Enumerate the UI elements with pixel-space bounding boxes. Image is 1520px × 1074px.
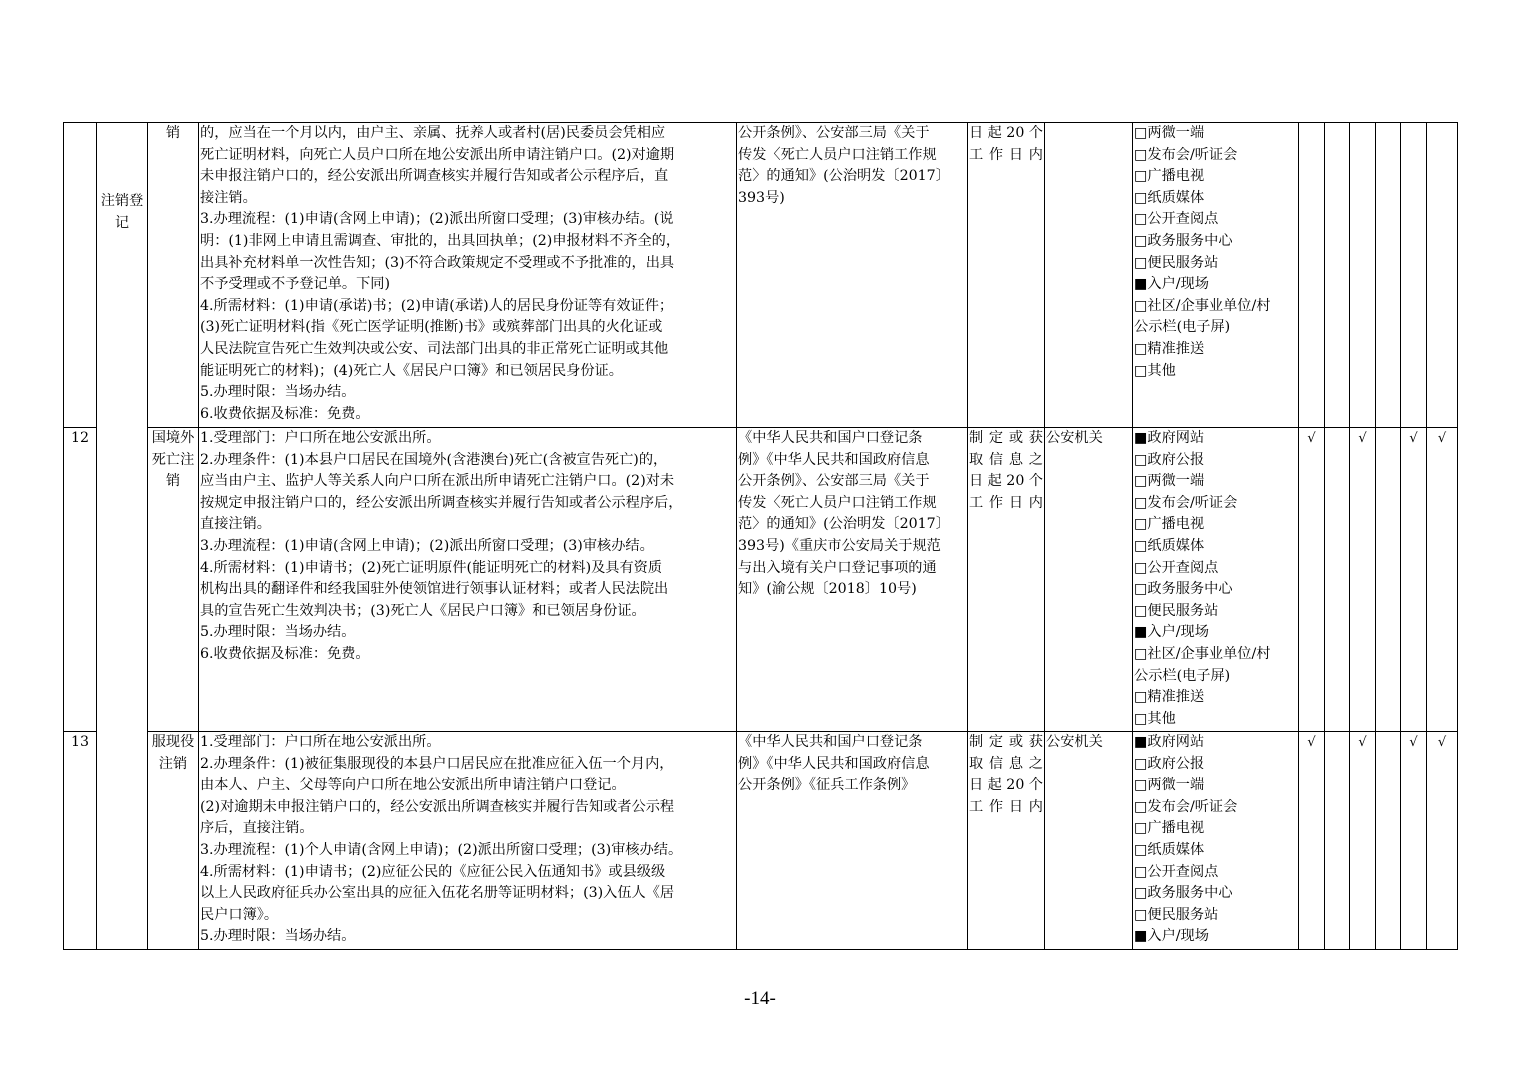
channel-line: □广播电视 (1134, 820, 1205, 837)
content-line: 死亡证明材料，向死亡人员户口所在地公安派出所申请注销户口。(2)对逾期 (200, 146, 675, 163)
content-line: 1.受理部门：户口所在地公安派出所。 (200, 430, 441, 446)
content-line: 不予受理或不予登记单。下同) (200, 276, 390, 293)
content-line: 4.所需材料：(1)申请书；(2)死亡证明原件(能证明死亡的材料)及具有资质 (200, 559, 663, 576)
content-line: 应当由户主、监护人等关系人向户口所在派出所申请死亡注销户口。(2)对未 (200, 473, 675, 490)
content-line: 具的宣告死亡生效判决书；(3)死亡人《居民户口簿》和已领居身份证。 (200, 602, 646, 619)
content-line: 1.受理部门：户口所在地公安派出所。 (200, 734, 441, 750)
channel-line: □发布会/听证会 (1134, 494, 1238, 511)
time-limit-line: 制定或获 (969, 734, 1043, 750)
basis-line: 公开条例》《征兵工作条例》 (738, 777, 916, 794)
channel-line: □政务服务中心 (1134, 232, 1233, 249)
channel-line: □两微一端 (1134, 473, 1205, 490)
time-limit-line: 工作日内 (969, 146, 1043, 163)
channel-line: □广播电视 (1134, 516, 1205, 533)
content-line: 6.收费依据及标准：免费。 (200, 405, 370, 422)
basis-line: 公开条例》、公安部三局《关于 (738, 473, 930, 490)
channel-line: ■政府网站 (1134, 734, 1205, 750)
content-line: 未申报注销户口的，经公安派出所调查核实并履行告知或者公示程序后，直 (200, 168, 669, 185)
check-mark-cell: √ (1299, 732, 1325, 950)
channels-cell (1133, 123, 1299, 428)
check-mark-cell: √ (1427, 732, 1458, 950)
content-line: 2.办理条件：(1)本县户口居民在国境外(含港澳台)死亡(含被宣告死亡)的， (200, 451, 668, 468)
basis-line: 范〉的通知》(公治明发〔2017〕 (738, 168, 950, 185)
channel-line: ■入户/现场 (1134, 928, 1209, 945)
subject-cell (1045, 123, 1133, 428)
channel-line: □精准推送 (1134, 340, 1205, 357)
content-line: 4.所需材料：(1)申请书；(2)应征公民的《应征公民入伍通知书》或县级级 (200, 863, 666, 880)
channels-cell (1133, 428, 1299, 732)
item-number-cell: 12 (64, 428, 97, 732)
content-line: 4.所需材料：(1)申请(承诺)书；(2)申请(承诺)人的居民身份证等有效证件； (200, 297, 674, 314)
item-name-cell: 销 (148, 123, 199, 428)
page-number: -14- (744, 988, 776, 1009)
channel-line: 公示栏(电子屏) (1134, 319, 1231, 336)
check-mark-cell: √ (1427, 428, 1458, 732)
time-limit-line: 日起20个 (969, 125, 1043, 141)
content-line: 出具补充材料单一次性告知；(3)不符合政策规定不受理或不予批准的，出具 (200, 254, 675, 271)
content-line: (3)死亡证明材料(指《死亡医学证明(推断)书》或殡葬部门出具的火化证或 (200, 319, 663, 336)
basis-line: 传发〈死亡人员户口注销工作规 (738, 146, 937, 163)
time-limit-line: 制定或获 (969, 430, 1043, 446)
check-mark-cell: √ (1299, 428, 1325, 732)
content-line: 民户口簿》。 (200, 906, 279, 923)
check-mark-cell: √ (1350, 428, 1376, 732)
channel-line: □公开查阅点 (1134, 559, 1219, 576)
time-limit-line: 取信息之 (969, 755, 1043, 772)
content-line: 5.办理时限：当场办结。 (200, 624, 356, 641)
item-number-cell (64, 123, 97, 428)
content-line: 5.办理时限：当场办结。 (200, 928, 356, 945)
channel-line: □两微一端 (1134, 777, 1205, 794)
table-row (64, 428, 1458, 732)
channel-line: ■入户/现场 (1134, 624, 1209, 641)
basis-line: 范〉的通知》(公治明发〔2017〕 (738, 516, 950, 533)
content-line: 按规定申报注销户口的，经公安派出所调查核实并履行告知或者公示程序后， (200, 494, 683, 511)
time-limit-line: 日起20个 (969, 777, 1043, 794)
basis-line: 与出入境有关户口登记事项的通 (738, 559, 937, 576)
check-mark-cell (1325, 123, 1350, 428)
content-line: 5.办理时限：当场办结。 (200, 384, 356, 401)
public-affairs-table (63, 122, 1458, 950)
time-limit-cell (968, 732, 1045, 950)
subject-cell: 公安机关 (1045, 428, 1133, 732)
content-line: 3.办理流程：(1)申请(含网上申请)；(2)派出所窗口受理；(3)审核办结。(说 (200, 211, 674, 228)
item-number-cell: 13 (64, 732, 97, 950)
basis-line: 传发〈死亡人员户口注销工作规 (738, 494, 937, 511)
channel-line: □纸质媒体 (1134, 537, 1205, 554)
channel-line: □政府公报 (1134, 755, 1205, 772)
content-line: 直接注销。 (200, 516, 271, 533)
content-line: 3.办理流程：(1)申请(含网上申请)；(2)派出所窗口受理；(3)审核办结。 (200, 537, 654, 554)
table-row (64, 123, 1458, 428)
basis-line: 例》《中华人民共和国政府信息 (738, 451, 930, 468)
channel-line: □发布会/听证会 (1134, 798, 1238, 815)
channels-cell (1133, 732, 1299, 950)
basis-cell (737, 123, 968, 428)
category-cell (97, 732, 148, 950)
content-line: 6.收费依据及标准：免费。 (200, 645, 370, 662)
check-mark-cell (1376, 428, 1401, 732)
channel-line: □其他 (1134, 362, 1176, 379)
channel-line: □便民服务站 (1134, 602, 1219, 619)
check-mark-cell: √ (1401, 732, 1427, 950)
content-line: 明：(1)非网上申请且需调查、审批的，出具回执单；(2)申报材料不齐全的， (200, 232, 681, 249)
time-limit-line: 工作日内 (969, 494, 1043, 511)
item-name-cell: 服现役注销 (148, 732, 199, 950)
channel-line: □公开查阅点 (1134, 863, 1219, 880)
basis-line: 393号)《重庆市公安局关于规范 (738, 537, 941, 554)
basis-line: 公开条例》、公安部三局《关于 (738, 125, 930, 141)
check-mark-cell (1350, 123, 1376, 428)
time-limit-cell (968, 428, 1045, 732)
channel-line: 公示栏(电子屏) (1134, 667, 1231, 684)
channel-line: □纸质媒体 (1134, 189, 1205, 206)
item-name-cell: 国境外死亡注销 (148, 428, 199, 732)
category-cell (97, 428, 148, 732)
content-line: 接注销。 (200, 189, 257, 206)
channel-line: ■入户/现场 (1134, 276, 1209, 293)
basis-line: 例》《中华人民共和国政府信息 (738, 755, 930, 772)
check-mark-cell (1376, 732, 1401, 950)
time-limit-line: 日起20个 (969, 473, 1043, 490)
check-mark-cell (1325, 428, 1350, 732)
channel-line: □公开查阅点 (1134, 211, 1219, 228)
category-cell: 注销登记 (97, 123, 148, 428)
table-row (64, 732, 1458, 950)
content-line: 以上人民政府征兵办公室出具的应征入伍花名册等证明材料；(3)入伍人《居 (200, 885, 675, 902)
channel-line: □政府公报 (1134, 451, 1205, 468)
content-cell (199, 123, 737, 428)
content-line: 的，应当在一个月以内，由户主、亲属、抚养人或者村(居)民委员会凭相应 (200, 125, 666, 141)
channel-line: ■政府网站 (1134, 430, 1205, 446)
check-mark-cell (1376, 123, 1401, 428)
content-line: (2)对逾期未申报注销户口的，经公安派出所调查核实并履行告知或者公示程 (200, 798, 675, 815)
time-limit-line: 工作日内 (969, 798, 1043, 815)
channel-line: □纸质媒体 (1134, 841, 1205, 858)
time-limit-line: 取信息之 (969, 451, 1043, 468)
basis-line: 知》(渝公规〔2018〕10号) (738, 581, 917, 598)
basis-line: 《中华人民共和国户口登记条 (738, 430, 923, 446)
channel-line: □其他 (1134, 710, 1176, 727)
check-mark-cell (1427, 123, 1458, 428)
check-mark-cell: √ (1401, 428, 1427, 732)
content-line: 2.办理条件：(1)被征集服现役的本县户口居民应在批准应征入伍一个月内， (200, 755, 674, 772)
basis-line: 393号) (738, 189, 785, 206)
channel-line: □便民服务站 (1134, 254, 1219, 271)
content-line: 由本人、户主、父母等向户口所在地公安派出所申请注销户口登记。 (200, 777, 626, 794)
content-line: 能证明死亡的材料)；(4)死亡人《居民户口簿》和已领居民身份证。 (200, 362, 623, 379)
content-line: 机构出具的翻译件和经我国驻外使领馆进行领事认证材料；或者人民法院出 (200, 581, 669, 598)
content-line: 序后，直接注销。 (200, 820, 314, 837)
channel-line: □发布会/听证会 (1134, 146, 1238, 163)
content-line: 人民法院宣告死亡生效判决或公安、司法部门出具的非正常死亡证明或其他 (200, 340, 669, 357)
basis-cell (737, 428, 968, 732)
channel-line: □两微一端 (1134, 125, 1205, 141)
basis-cell (737, 732, 968, 950)
time-limit-cell (968, 123, 1045, 428)
check-mark-cell: √ (1350, 732, 1376, 950)
content-cell (199, 428, 737, 732)
channel-line: □社区/企事业单位/村 (1134, 645, 1271, 662)
basis-line: 《中华人民共和国户口登记条 (738, 734, 923, 750)
content-cell (199, 732, 737, 950)
channel-line: □政务服务中心 (1134, 885, 1233, 902)
channel-line: □政务服务中心 (1134, 581, 1233, 598)
check-mark-cell (1401, 123, 1427, 428)
channel-line: □便民服务站 (1134, 906, 1219, 923)
subject-cell: 公安机关 (1045, 732, 1133, 950)
channel-line: □社区/企事业单位/村 (1134, 297, 1271, 314)
check-mark-cell (1325, 732, 1350, 950)
channel-line: □精准推送 (1134, 689, 1205, 706)
check-mark-cell (1299, 123, 1325, 428)
content-line: 3.办理流程：(1)个人申请(含网上申请)；(2)派出所窗口受理；(3)审核办结。 (200, 841, 683, 858)
channel-line: □广播电视 (1134, 168, 1205, 185)
